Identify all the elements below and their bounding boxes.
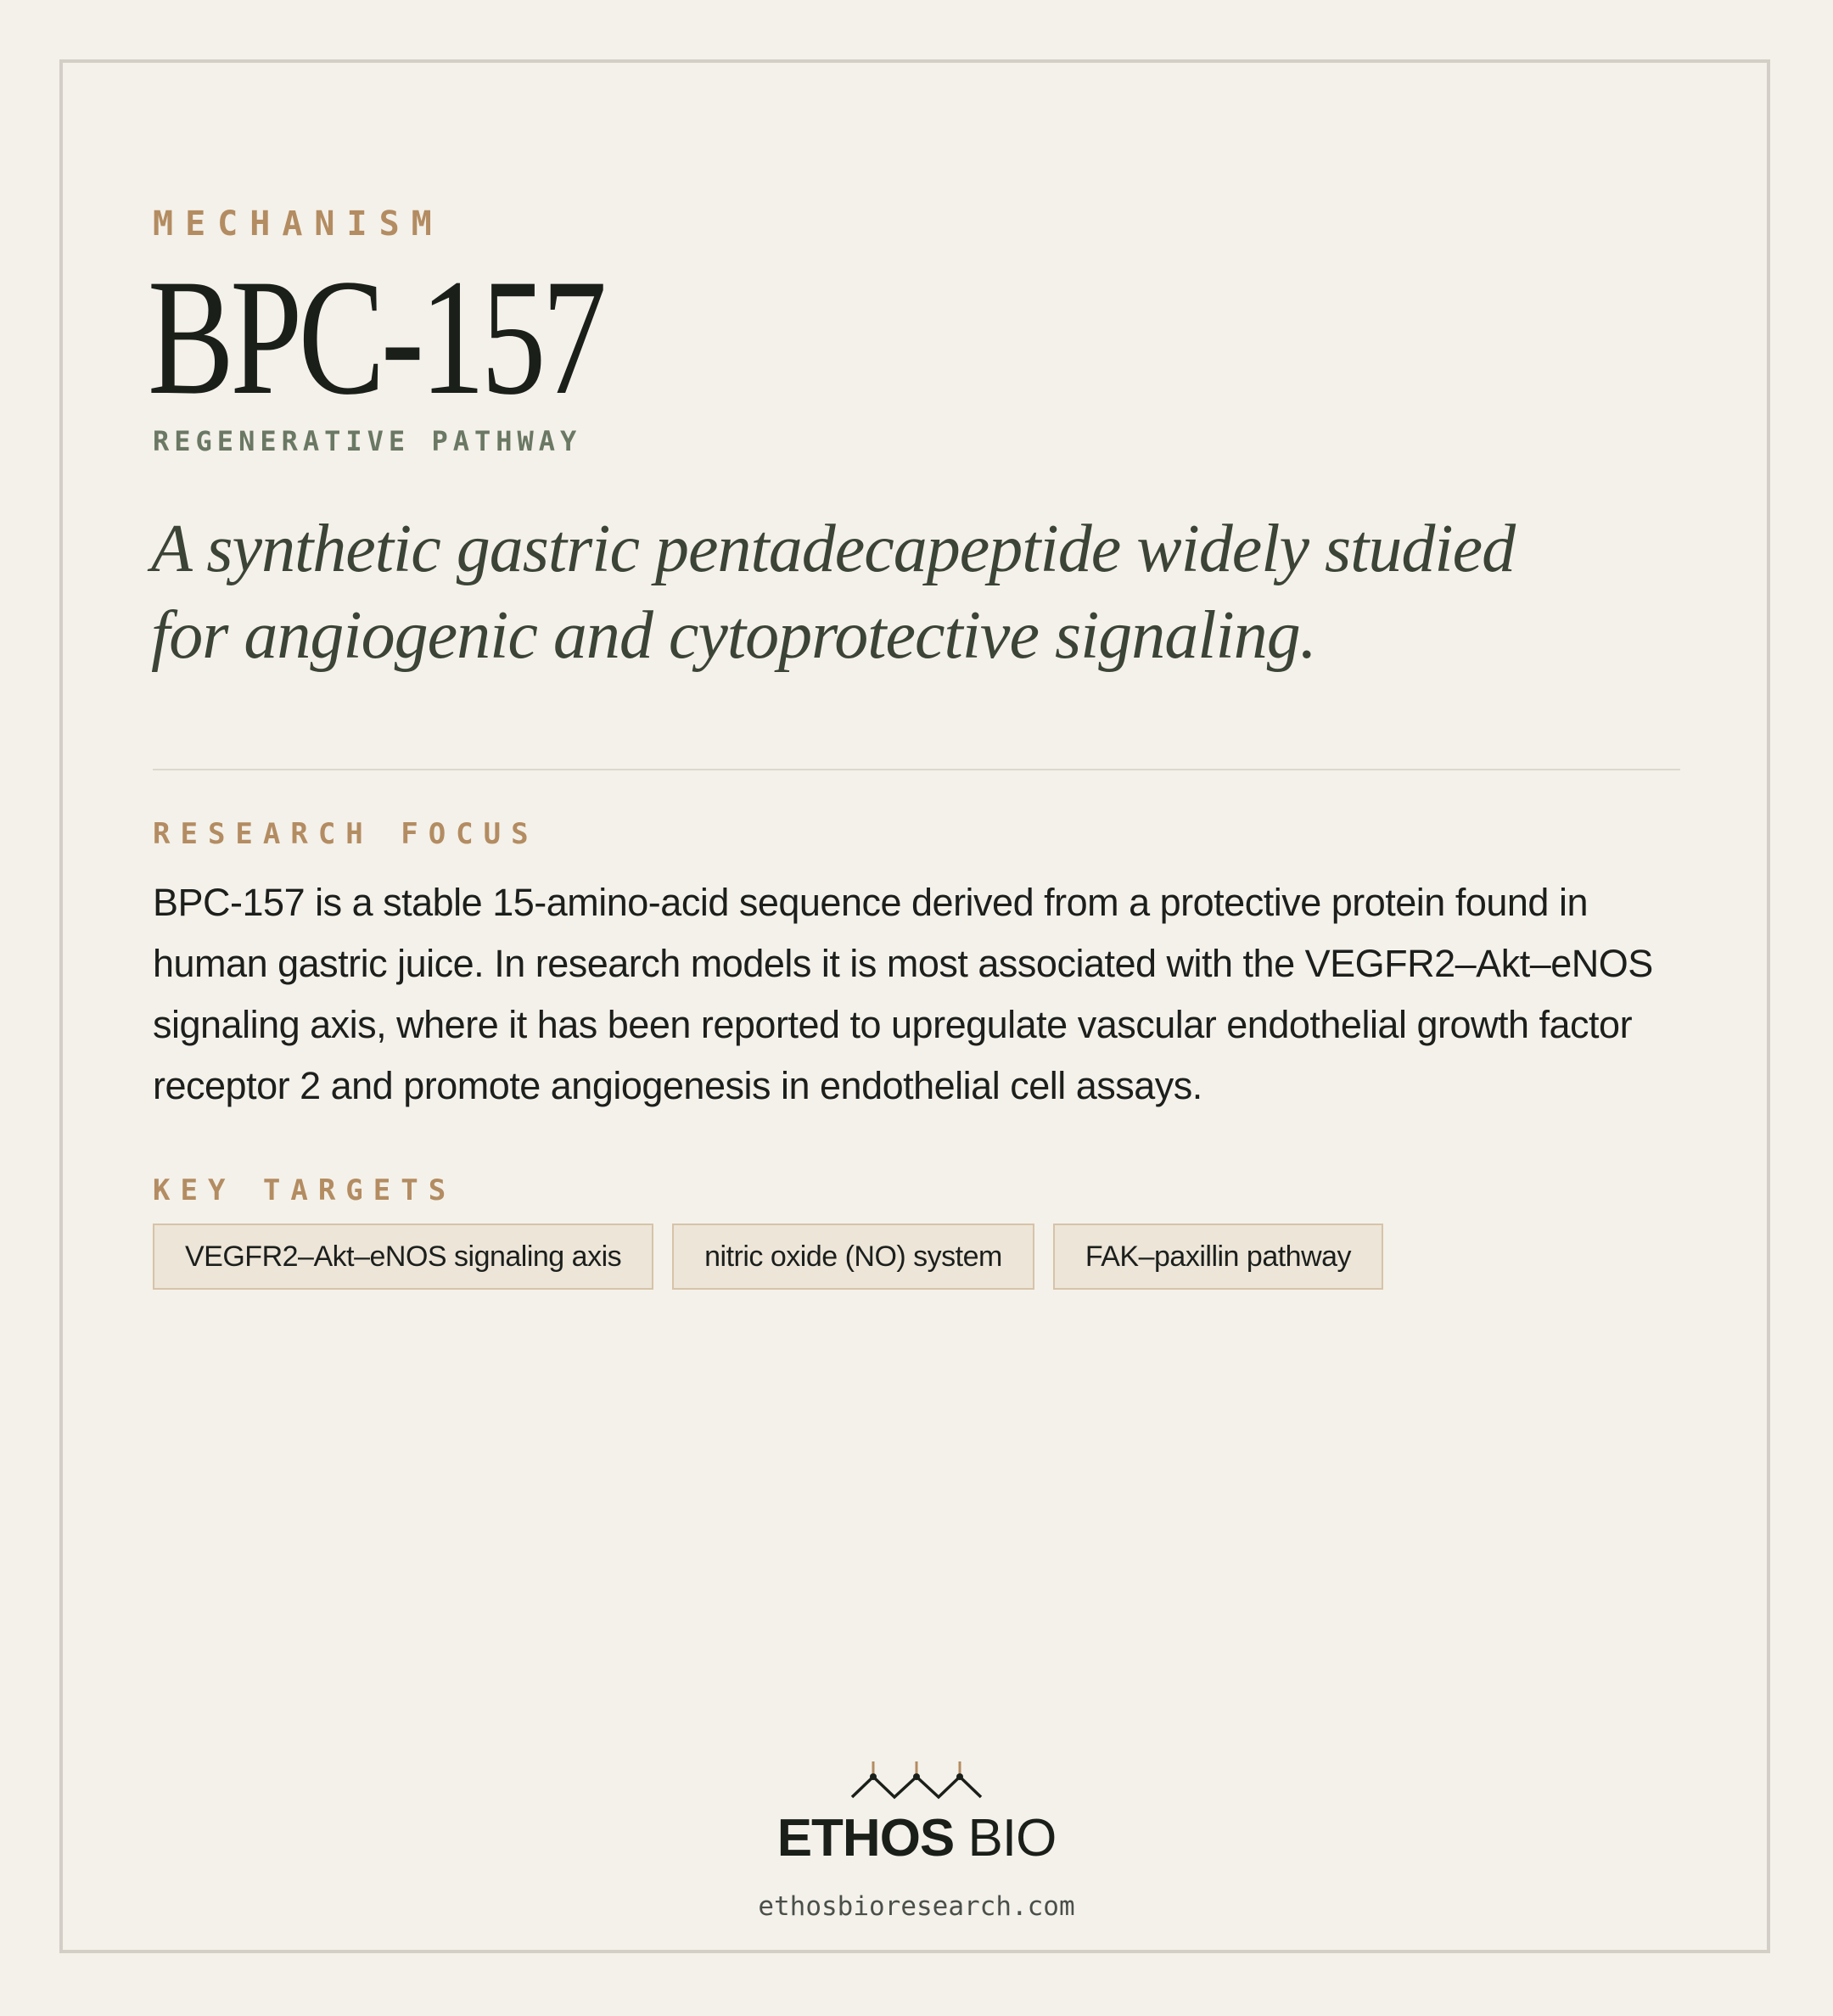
website-link[interactable]: ethosbioresearch.com <box>758 1891 1075 1922</box>
key-targets-heading: KEY TARGETS <box>153 1173 457 1207</box>
brand-bold: ETHOS <box>776 1809 955 1868</box>
tag-fak-paxillin: FAK–paxillin pathway <box>1053 1224 1383 1290</box>
research-focus-heading: RESEARCH FOCUS <box>153 817 539 851</box>
lede-text: A synthetic gastric pentadecapeptide widely studied for angiogenic and cytoprotective signaling. <box>151 512 1516 673</box>
tag-nitric-oxide: nitric oxide (NO) system <box>672 1224 1034 1290</box>
page-title: BPC-157 <box>148 245 603 429</box>
tag-vegfr2: VEGFR2–Akt–eNOS signaling axis <box>153 1224 653 1290</box>
eyebrow-mechanism: MECHANISM <box>153 204 444 244</box>
research-focus-body: BPC-157 is a stable 15-amino-acid sequence derived from a protective protein found in human gastric juice. In research models it is most associated with the VEGFR2–Akt–eNOS signaling axis, where it has been reported to upregulate vascular endothelial growth factor receptor 2 and promote angiogenesis in endothelial cell assays. <box>153 881 1653 1107</box>
section-divider <box>153 769 1680 770</box>
brand-logo-text <box>0 1809 1833 1868</box>
key-targets-tags <box>153 1224 1383 1290</box>
mountain-peaks-icon <box>849 1756 984 1800</box>
brand-light: BIO <box>954 1809 1057 1868</box>
page-subtitle: REGENERATIVE PATHWAY <box>153 425 582 457</box>
